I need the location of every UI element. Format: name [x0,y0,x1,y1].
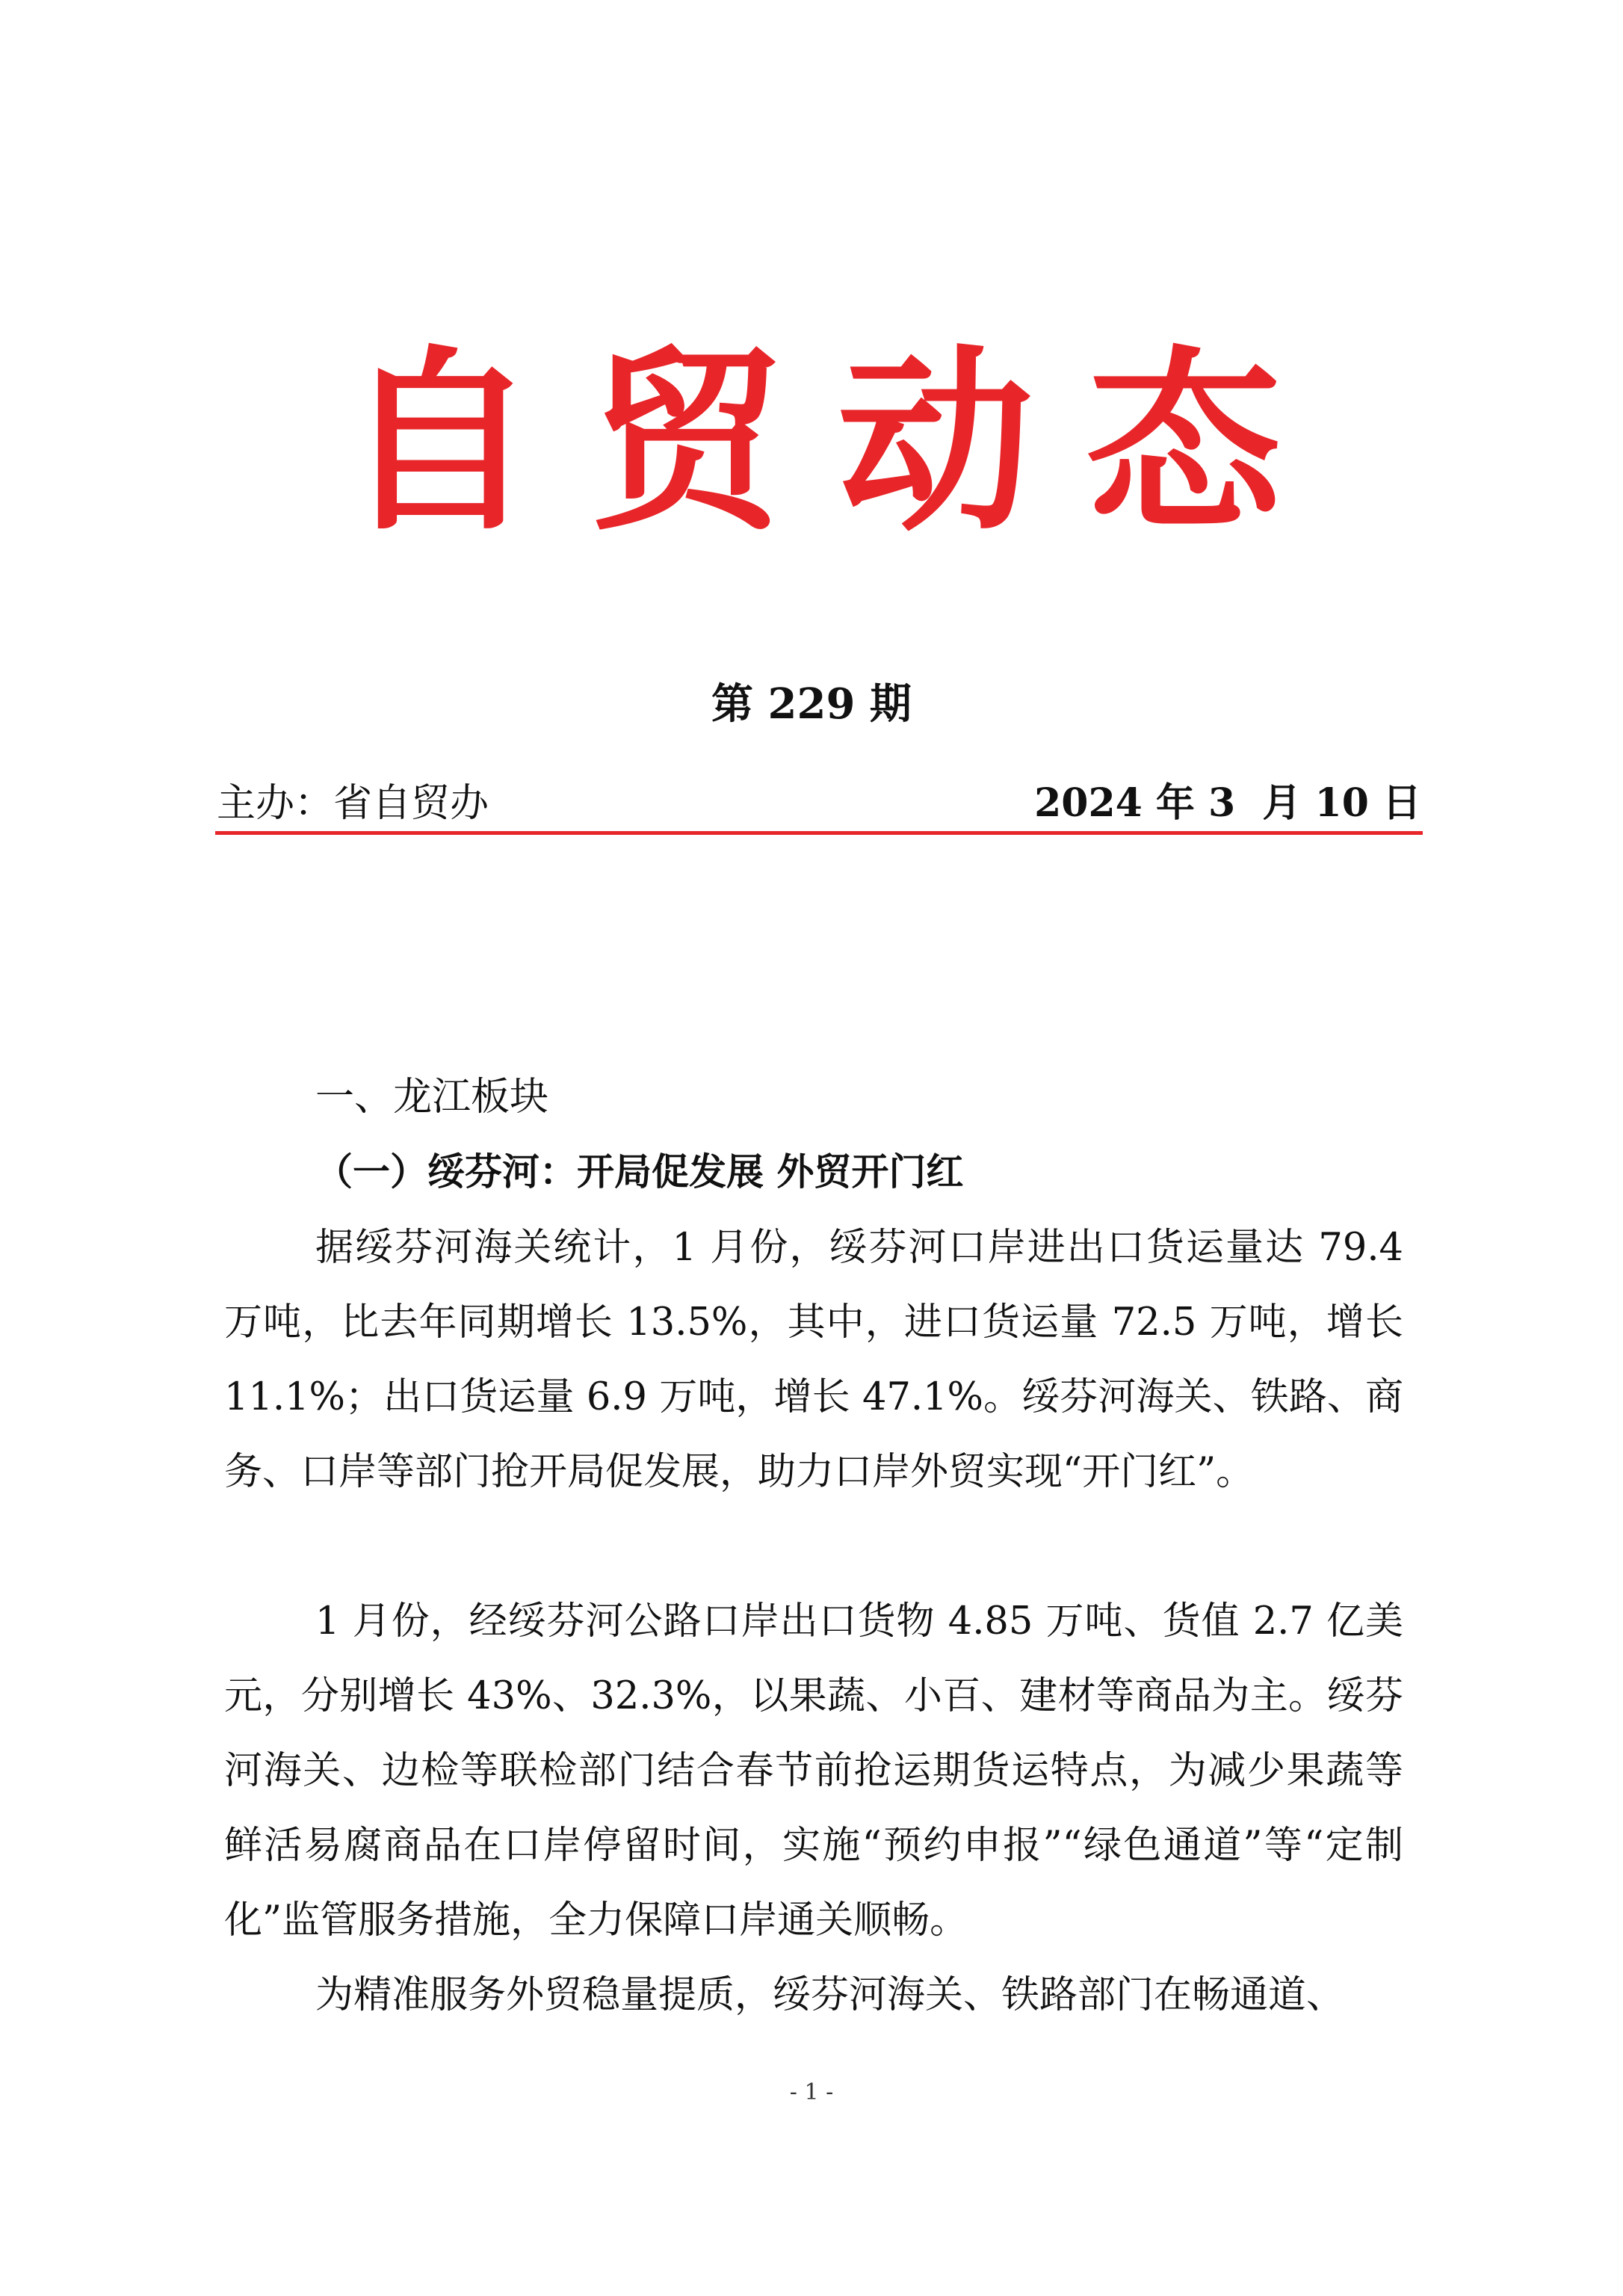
issue-number: 第 229 期 [711,679,912,729]
section-heading: 一、龙江板块 [315,1075,549,1120]
page-number: - 1 - [789,2079,834,2105]
masthead-title: 自贸动态 [341,327,1334,557]
body-paragraph: 1 月份，经绥芬河公路口岸出口货物 4.85 万吨、货值 2.7 亿美元，分别增长 43%、32.3%，以果蔬、小百、建材等商品为主。绥芬河海关、边检等联检部门结合春节前抢运期货运特点，为减少果蔬等鲜活易腐商品在口岸停留时间，实施“预约申报”“绿色通道”等“定制化”监管服务措施，全力保障口岸通关顺畅。 [224,1599,1403,1942]
sponsor-label: 主办：省自贸办 [217,781,489,826]
header-divider [215,831,1423,835]
body-paragraph: 为精准服务外贸稳量提质，绥芬河海关、铁路部门在畅通道、 [315,1973,1345,2017]
body-paragraph: 据绥芬河海关统计，1 月份，绥芬河口岸进出口货运量达 79.4 万吨，比去年同期增长 13.5%，其中，进口货运量 72.5 万吨，增长 11.1%；出口货运量 6.9 万吨，增长 47.1%。绥芬河海关、铁路、商务、口岸等部门抢开局促发展，助力口岸外贸实现“开门红”。 [224,1226,1403,1494]
sub-heading: （一）绥芬河：开局促发展 外贸开门红 [315,1149,964,1194]
issue-date: 2024 年 3 月 10 日 [1034,780,1421,826]
header-row [217,777,1421,830]
